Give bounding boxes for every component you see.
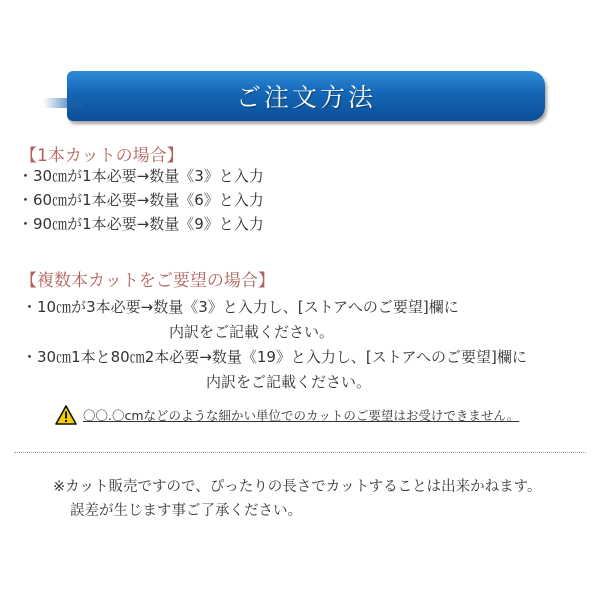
page-title: ご注文方法 — [235, 83, 376, 112]
single-cut-item-90: ・90㎝が1本必要→数量《9》と入力 — [18, 215, 264, 233]
single-cut-item-30: ・30㎝が1本必要→数量《3》と入力 — [18, 167, 264, 185]
single-cut-heading: 【1本カットの場合】 — [20, 146, 184, 166]
multi-cut-item-2-line1: ・30㎝1本と80㎝2本必要→数量《19》と入力し、[ストアへのご要望]欄に — [22, 348, 527, 366]
dotted-divider — [14, 452, 586, 453]
multi-cut-heading: 【複数本カットをご要望の場合】 — [20, 271, 275, 291]
footnote-line-1: ※カット販売ですので、ぴったりの長さでカットすることは出来かねます。 — [53, 479, 542, 495]
multi-cut-item-1-line2: 内訳をご記載ください。 — [169, 323, 335, 341]
header-banner — [67, 71, 545, 121]
warning-icon — [55, 405, 77, 425]
multi-cut-item-2-line2: 内訳をご記載ください。 — [206, 373, 372, 391]
footnote-line-2: 誤差が生じます事ご了承ください。 — [70, 503, 302, 519]
single-cut-item-60: ・60㎝が1本必要→数量《6》と入力 — [18, 191, 264, 209]
multi-cut-item-1-line1: ・10㎝が3本必要→数量《3》と入力し、[ストアへのご要望]欄に — [22, 298, 459, 316]
cut-notice — [55, 405, 519, 425]
notice-text: 〇〇.〇cmなどのような細かい単位でのカットのご要望はお受けできません。 — [83, 408, 520, 423]
